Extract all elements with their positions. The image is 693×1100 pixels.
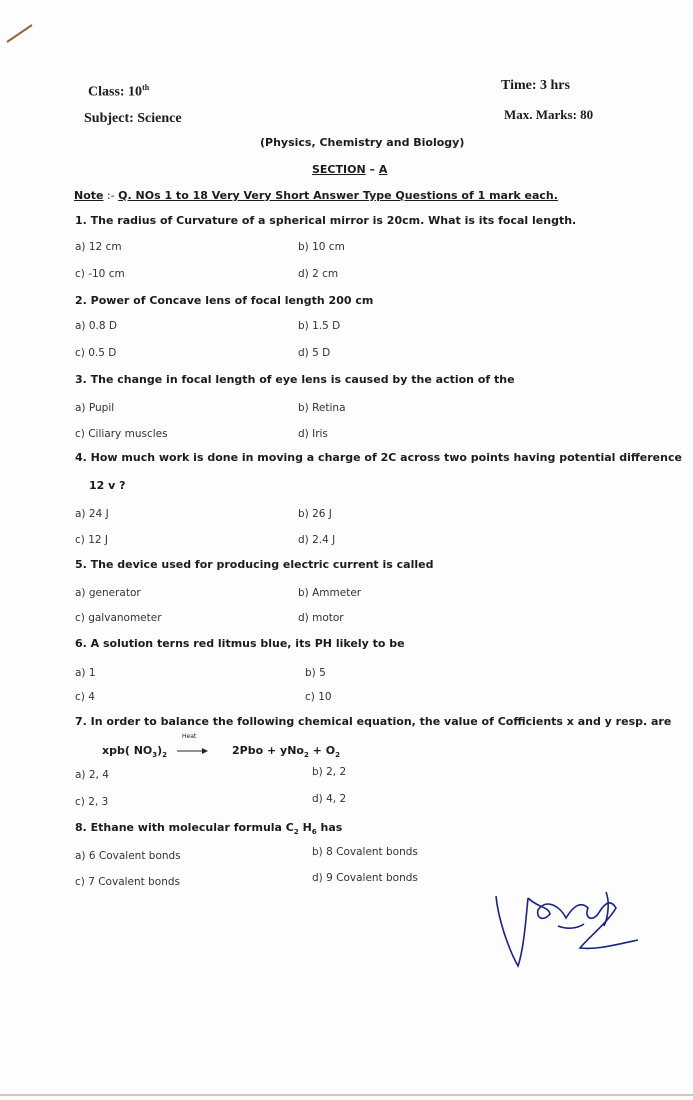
question-1: 1. The radius of Curvature of a spherical mirror is 20cm. What is its focal length.	[75, 214, 577, 227]
option-1c: c) -10 cm	[75, 268, 125, 280]
option-4b: b) 26 J	[298, 508, 332, 520]
option-3a: a) Pupil	[75, 402, 115, 414]
signature	[488, 878, 648, 973]
option-5d: d) motor	[298, 612, 344, 624]
option-8b: b) 8 Covalent bonds	[312, 846, 418, 858]
option-7c: c) 2, 3	[75, 796, 109, 808]
question-2: 2. Power of Concave lens of focal length 200 cm	[75, 294, 374, 307]
option-2d: d) 5 D	[298, 347, 331, 359]
option-8c: c) 7 Covalent bonds	[75, 876, 180, 888]
question-6: 6. A solution terns red litmus blue, its PH likely to be	[75, 637, 405, 650]
option-3b: b) Retina	[298, 402, 346, 414]
time-label: Time: 3 hrs	[501, 78, 570, 93]
question-8: 8. Ethane with molecular formula $C_2$ $H_6$ has	[75, 821, 343, 837]
question-3: 3. The change in focal length of eye lens is caused by the action of the	[75, 373, 515, 386]
equation-right: $2Pbo + yNo_2 + O_2$	[232, 744, 340, 760]
question-4-cont: 12 v ?	[89, 479, 126, 492]
option-5b: b) Ammeter	[298, 587, 362, 599]
option-6c: c) 4	[75, 691, 95, 703]
option-2b: b) 1.5 D	[298, 320, 341, 332]
option-4c: c) 12 J	[75, 534, 109, 546]
subtitle: (Physics, Chemistry and Biology)	[260, 136, 465, 149]
subject-label: Subject: Science	[84, 111, 182, 126]
option-7d: d) 4, 2	[312, 793, 347, 805]
section-heading: SECTION – A	[312, 163, 388, 176]
option-6b: b) 5	[305, 667, 326, 679]
option-3c: c) Ciliary muscles	[75, 428, 168, 440]
note: Note :- Q. NOs 1 to 18 Very Very Short Answer Type Questions of 1 mark each.	[74, 189, 558, 202]
question-4: 4. How much work is done in moving a charge of 2C across two points having potential difference	[75, 451, 682, 464]
class-label: Class: 10th	[88, 83, 150, 100]
option-3d: d) Iris	[298, 428, 328, 440]
max-marks-label: Max. Marks: 80	[504, 107, 594, 122]
option-1d: d) 2 cm	[298, 268, 339, 280]
question-7: 7. In order to balance the following chemical equation, the value of Cofficients x and y resp. are	[75, 715, 672, 728]
option-4a: a) 24 J	[75, 508, 109, 520]
option-1a: a) 12 cm	[75, 241, 122, 253]
option-5a: a) generator	[75, 587, 141, 599]
option-8a: a) 6 Covalent bonds	[75, 850, 181, 862]
question-5: 5. The device used for producing electric current is called	[75, 558, 434, 571]
option-7a: a) 2, 4	[75, 769, 109, 781]
option-8d: d) 9 Covalent bonds	[312, 872, 418, 884]
equation-left: xpb( $NO_3)_2$	[102, 744, 168, 760]
option-4d: d) 2.4 J	[298, 534, 336, 546]
heat-label: Heat	[182, 733, 197, 740]
pen-mark	[4, 22, 36, 46]
page-edge	[0, 1094, 693, 1096]
option-7b: b) 2, 2	[312, 766, 347, 778]
option-2a: a) 0.8 D	[75, 320, 117, 332]
option-5c: c) galvanometer	[75, 612, 162, 624]
option-6d: c) 10	[305, 691, 332, 703]
option-2c: c) 0.5 D	[75, 347, 117, 359]
option-1b: b) 10 cm	[298, 241, 345, 253]
arrow-icon	[177, 747, 209, 755]
option-6a: a) 1	[75, 667, 96, 679]
